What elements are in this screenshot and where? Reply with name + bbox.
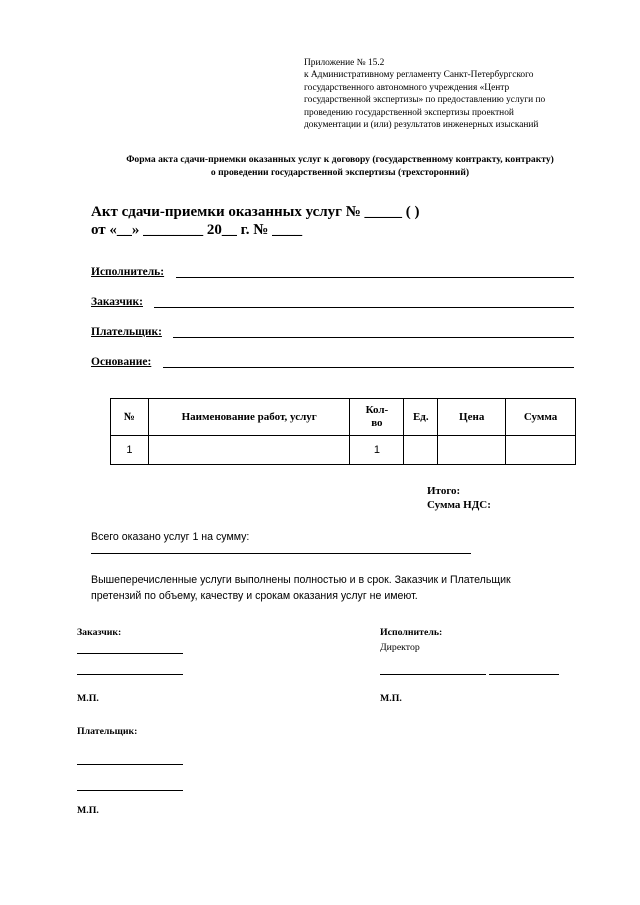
column-header-qty-line-2: во xyxy=(371,417,383,429)
form-title-line-2: о проведении государственной экспертизы (трехсторонний) xyxy=(210,166,470,178)
payer-signature-label: Плательщик: xyxy=(77,726,138,737)
statement-line-2: претензий по объему, качеству и срокам оказания услуг не имеют. xyxy=(91,590,418,602)
annex-line: Приложение № 15.2 xyxy=(304,58,385,68)
customer-signature-label: Заказчик: xyxy=(77,627,122,638)
annex-header xyxy=(304,57,604,131)
basis-line[interactable] xyxy=(163,367,574,368)
executor-position: Директор xyxy=(380,642,420,653)
cell-num: 1 xyxy=(111,436,149,465)
cell-sum xyxy=(506,436,576,465)
payer-stamp-label: М.П. xyxy=(77,805,99,816)
payer-signature-line-2[interactable] xyxy=(77,790,183,791)
table-row xyxy=(111,436,576,465)
executor-signature-line[interactable] xyxy=(380,674,486,675)
payer-label: Плательщик: xyxy=(91,326,162,338)
payer-line[interactable] xyxy=(173,337,574,338)
totals-block xyxy=(427,484,491,512)
column-header-qty-line-1: Кол- xyxy=(365,404,389,416)
executor-name-line[interactable] xyxy=(489,674,559,675)
executor-line[interactable] xyxy=(176,277,574,278)
column-header-num: № xyxy=(111,399,149,436)
completion-statement xyxy=(91,572,511,604)
executor-label: Исполнитель: xyxy=(91,266,165,278)
act-title-line-2: от «__» ________ 20__ г. № ____ xyxy=(91,222,303,238)
vat-label: Сумма НДС: xyxy=(427,499,491,511)
annex-line: проведению государственной экспертизы проектной xyxy=(304,107,514,118)
customer-label: Заказчик: xyxy=(91,296,143,308)
customer-signature-line-2[interactable] xyxy=(77,674,183,675)
act-title-line-1: Акт сдачи-приемки оказанных услуг № _____ ( ) xyxy=(91,204,420,220)
annex-line: государственной экспертизы» по предоставлению услуги по xyxy=(304,95,546,106)
customer-signature-line-1[interactable] xyxy=(77,653,183,654)
annex-line: к Административному регламенту Санкт-Петербургского xyxy=(304,70,534,81)
column-header-price: Цена xyxy=(438,399,506,436)
form-title-line-1: Форма акта сдачи-приемки оказанных услуг к договору (государственному контракту, контракту) xyxy=(126,154,554,165)
cell-price xyxy=(438,436,506,465)
sum-line[interactable] xyxy=(91,553,471,554)
column-header-unit: Ед. xyxy=(404,399,438,436)
cell-unit xyxy=(404,436,438,465)
column-header-name: Наименование работ, услуг xyxy=(148,399,350,436)
total-label: Итого: xyxy=(427,485,461,497)
cell-qty: 1 xyxy=(350,436,404,465)
customer-stamp-label: М.П. xyxy=(77,693,99,704)
table-header-row xyxy=(111,399,576,436)
executor-signature-label: Исполнитель: xyxy=(380,627,443,638)
annex-line: документации и (или) результатов инженерных изысканий xyxy=(304,120,539,131)
basis-label: Основание: xyxy=(91,356,152,368)
act-title xyxy=(91,203,420,239)
annex-line: государственного автономного учреждения «Центр xyxy=(304,82,510,93)
executor-stamp-label: М.П. xyxy=(380,693,402,704)
services-sum-text: Всего оказано услуг 1 на сумму: xyxy=(91,531,250,543)
cell-name xyxy=(148,436,350,465)
services-table xyxy=(110,398,576,465)
form-title xyxy=(60,154,620,179)
statement-line-1: Вышеперечисленные услуги выполнены полностью и в срок. Заказчик и Плательщик xyxy=(91,574,511,586)
payer-signature-line-1[interactable] xyxy=(77,764,183,765)
column-header-qty xyxy=(350,399,404,436)
column-header-sum: Сумма xyxy=(506,399,576,436)
customer-line[interactable] xyxy=(154,307,574,308)
